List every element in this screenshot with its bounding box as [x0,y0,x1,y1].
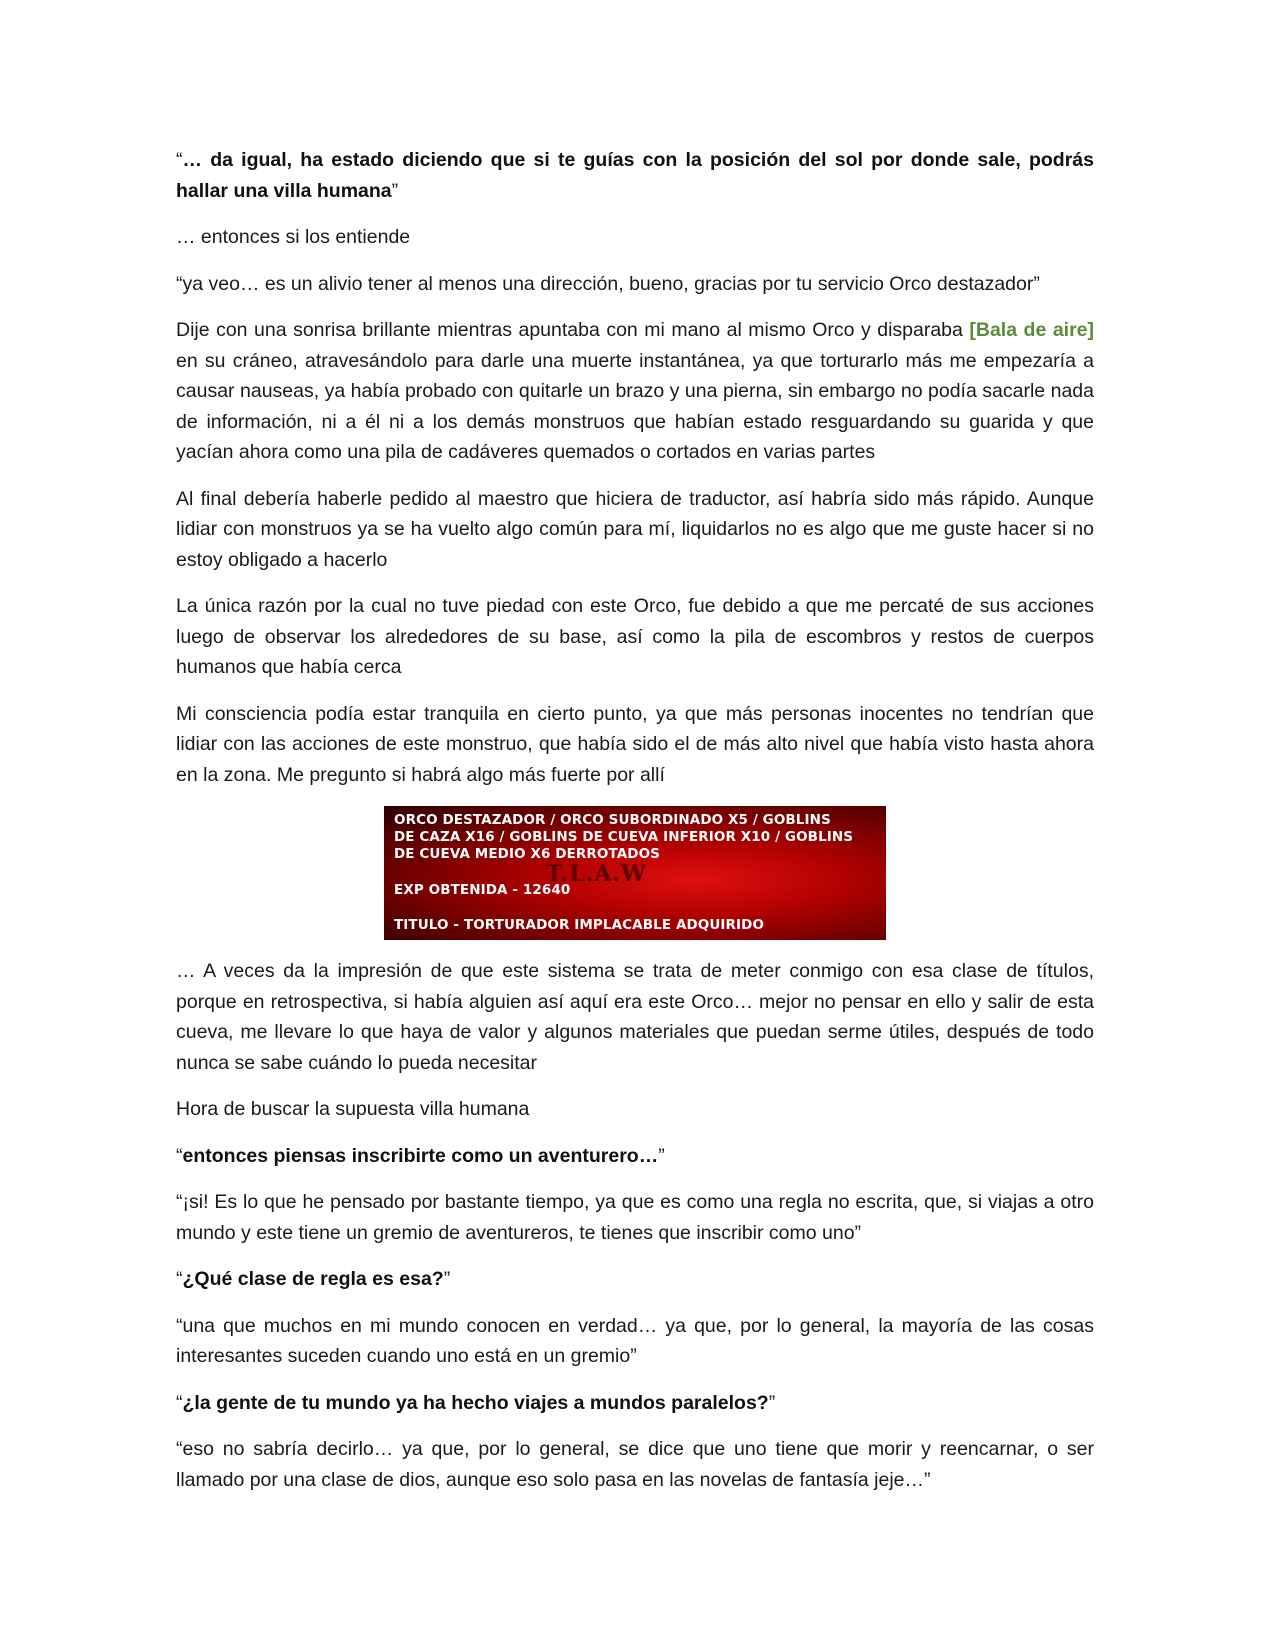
paragraph-7: Mi consciencia podía estar tranquila en cierto punto, ya que más personas inocentes no tendrían que lidiar con las acciones de este monstruo, que había sido el de más alto nivel que había visto hasta ahora en la zona. Me pregunto si habrá algo más fuerte por allí [176,702,1094,786]
close-quote: ” [658,1144,665,1167]
open-quote: “ [176,1144,183,1167]
paragraph-10 [176,1141,1094,1172]
paragraph-5: Al final debería haberle pedido al maestro que hiciera de traductor, así habría sido más rápido. Aunque lidiar con monstruos ya se ha vuelto algo común para mí, liquidarlos no es algo que me guste hacer si no estoy obligado a hacerlo [176,487,1094,571]
close-quote: ” [443,1268,451,1290]
paragraph-13: “una que muchos en mi mundo conocen en verdad… ya que, por lo general, la mayoría de las cosas interesantes suceden cuando uno está en un gremio” [176,1314,1094,1367]
close-quote: ” [768,1391,776,1414]
system-notification-banner [384,806,886,940]
paragraph-9: Hora de buscar la supuesta villa humana [176,1098,530,1120]
banner-exp: EXP OBTENIDA - 12640 [394,882,571,898]
bold-dialogue: entonces piensas inscribirte como un aventurero… [182,1144,659,1167]
bold-dialogue: … da igual, ha estado diciendo que si te guías con la posición del sol por donde sale, podrás hallar una villa humana [176,149,1094,202]
banner-title: TITULO - TORTURADOR IMPLACABLE ADQUIRIDO [394,917,765,933]
paragraph-11: “¡si! Es lo que he pensado por bastante tiempo, ya que es como una regla no escrita, que, si viajas a otro mundo y este tiene un gremio de aventureros, te tienes que inscribir como uno” [176,1191,1094,1244]
paragraph-14 [176,1388,1094,1419]
banner-line-1: ORCO DESTAZADOR / ORCO SUBORDINADO X5 / GOBLINS [394,812,831,828]
paragraph-4-start: Dije con una sonrisa brillante mientras apuntaba con mi mano al mismo Orco y disparaba [176,319,970,341]
paragraph-15: “eso no sabría decirlo… ya que, por lo general, se dice que uno tiene que morir y reencarnar, o ser llamado por una clase de dios, aunque eso solo pasa en las novelas de fantasía jeje…” [176,1438,1094,1491]
watermark-text: T.L.A.W [546,861,647,887]
open-quote: “ [176,1268,183,1290]
banner-line-3: DE CUEVA MEDIO X6 DERROTADOS [394,846,660,862]
paragraph-3: “ya veo… es un alivio tener al menos una dirección, bueno, gracias por tu servicio Orco destazador” [176,272,1040,295]
system-banner-wrap [176,806,1094,940]
close-quote: ” [391,179,399,202]
paragraph-8: … A veces da la impresión de que este sistema se trata de meter conmigo con esa clase de títulos, porque en retrospectiva, si había alguien así aquí era este Orco… mejor no pensar en ello y salir de esta cueva, me llevare lo que haya de valor y algunos materiales que puedan serme útiles, después de todo nunca se sabe cuándo lo pueda necesitar [176,960,1094,1074]
paragraph-6: La única razón por la cual no tuve piedad con este Orco, fue debido a que me percaté de sus acciones luego de observar los alrededores de su base, así como la pila de escombros y restos de cuerpos humanos que había cerca [176,595,1094,678]
open-quote: “ [176,1391,183,1414]
bold-dialogue: ¿la gente de tu mundo ya ha hecho viajes a mundos paralelos? [182,1391,769,1414]
skill-name: [Bala de aire] [969,319,1095,341]
open-quote: “ [176,149,183,171]
banner-line-2: DE CAZA X16 / GOBLINS DE CUEVA INFERIOR X10 / GOBLINS [394,829,854,845]
document-page [176,145,1094,1511]
bold-dialogue: ¿Qué clase de regla es esa? [182,1268,444,1290]
paragraph-12 [176,1264,1094,1295]
paragraph-2: … entonces si los entiende [176,226,411,248]
paragraph-4-end: en su cráneo, atravesándolo para darle una muerte instantánea, ya que torturarlo más me empezaría a causar nauseas, ya había probado con quitarle un brazo y una pierna, sin embargo no podía sacarle nada de información, ni a él ni a los demás monstruos que habían estado resguardando su guarida y que yacían ahora como una pila de cadáveres quemados o cortados en varias partes [176,349,1094,463]
paragraph-1 [176,145,1094,206]
paragraph-4 [176,315,1094,468]
